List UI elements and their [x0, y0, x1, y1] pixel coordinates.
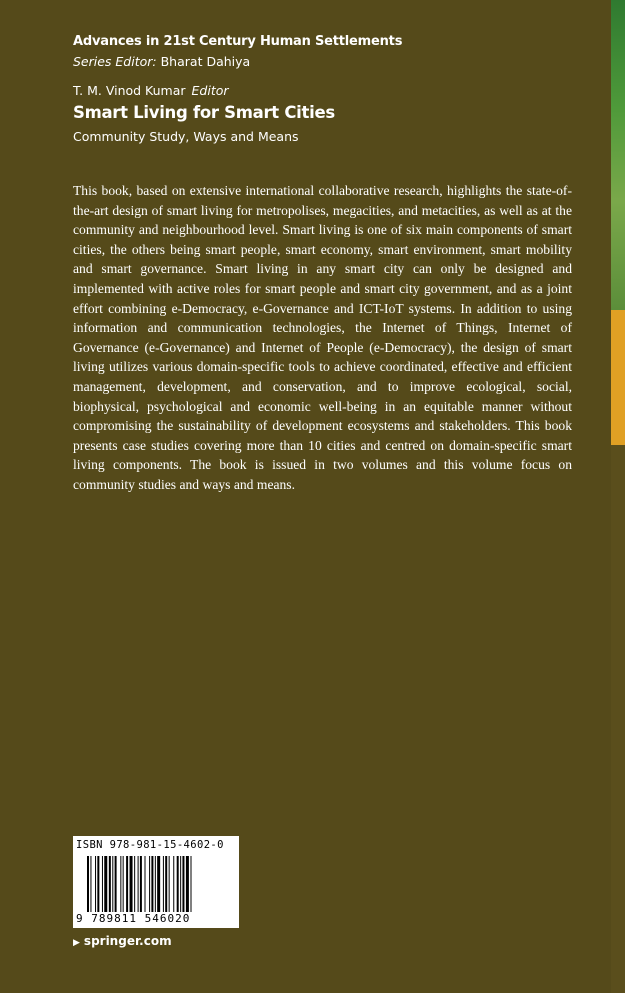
series-editor	[73, 54, 250, 69]
book-subtitle: Community Study, Ways and Means	[73, 129, 299, 144]
isbn-label: ISBN 978-981-15-4602-0	[76, 839, 224, 851]
book-editor	[73, 83, 229, 98]
editor-role: Editor	[191, 83, 229, 98]
publisher-url: springer.com	[83, 934, 172, 948]
publisher-link[interactable]	[73, 934, 172, 948]
book-blurb: This book, based on extensive international collaborative research, highlights the state-of-the-art design of smart living for metropolises, megacities, and metacities, as well as at the community and neighbourhood level. Smart living is one of six main components of smart cities, the others being smart people, smart economy, smart environment, smart mobility and smart governance. Smart living in any smart city can only be designed and implemented with active roles for smart people and smart city government, and as a joint effort combining e-Democracy, e-Governance and ICT-IoT systems. In addition to using information and communication technologies, the Internet of Things, Internet of Governance (e-Governance) and Internet of People (e-Democracy), the design of smart living utilizes various domain-specific tools to achieve coordinated, effective and efficient management, development, and conservation, and to improve ecological, social, biophysical, psychological and economic well-being in an equitable manner without compromising the sustainability of development ecosystems and stakeholders. This book presents case studies covering more than 10 cities and centred on domain-specific smart living components. The book is issued in two volumes and this volume focus on community studies and ways and means.	[73, 183, 572, 492]
editor-name: T. M. Vinod Kumar	[73, 83, 186, 98]
series-editor-label: Series Editor:	[73, 54, 157, 69]
spine-orange-band	[611, 310, 625, 445]
series-editor-name: Bharat Dahiya	[160, 54, 251, 69]
barcode-digits: 9 789811 546020	[76, 912, 191, 925]
barcode-bars	[87, 856, 232, 912]
book-title: Smart Living for Smart Cities	[73, 103, 335, 122]
triangle-arrow-icon: ▶	[73, 938, 80, 948]
series-title: Advances in 21st Century Human Settlements	[73, 34, 403, 49]
spine-green-band	[611, 0, 625, 310]
isbn-barcode	[73, 836, 239, 928]
